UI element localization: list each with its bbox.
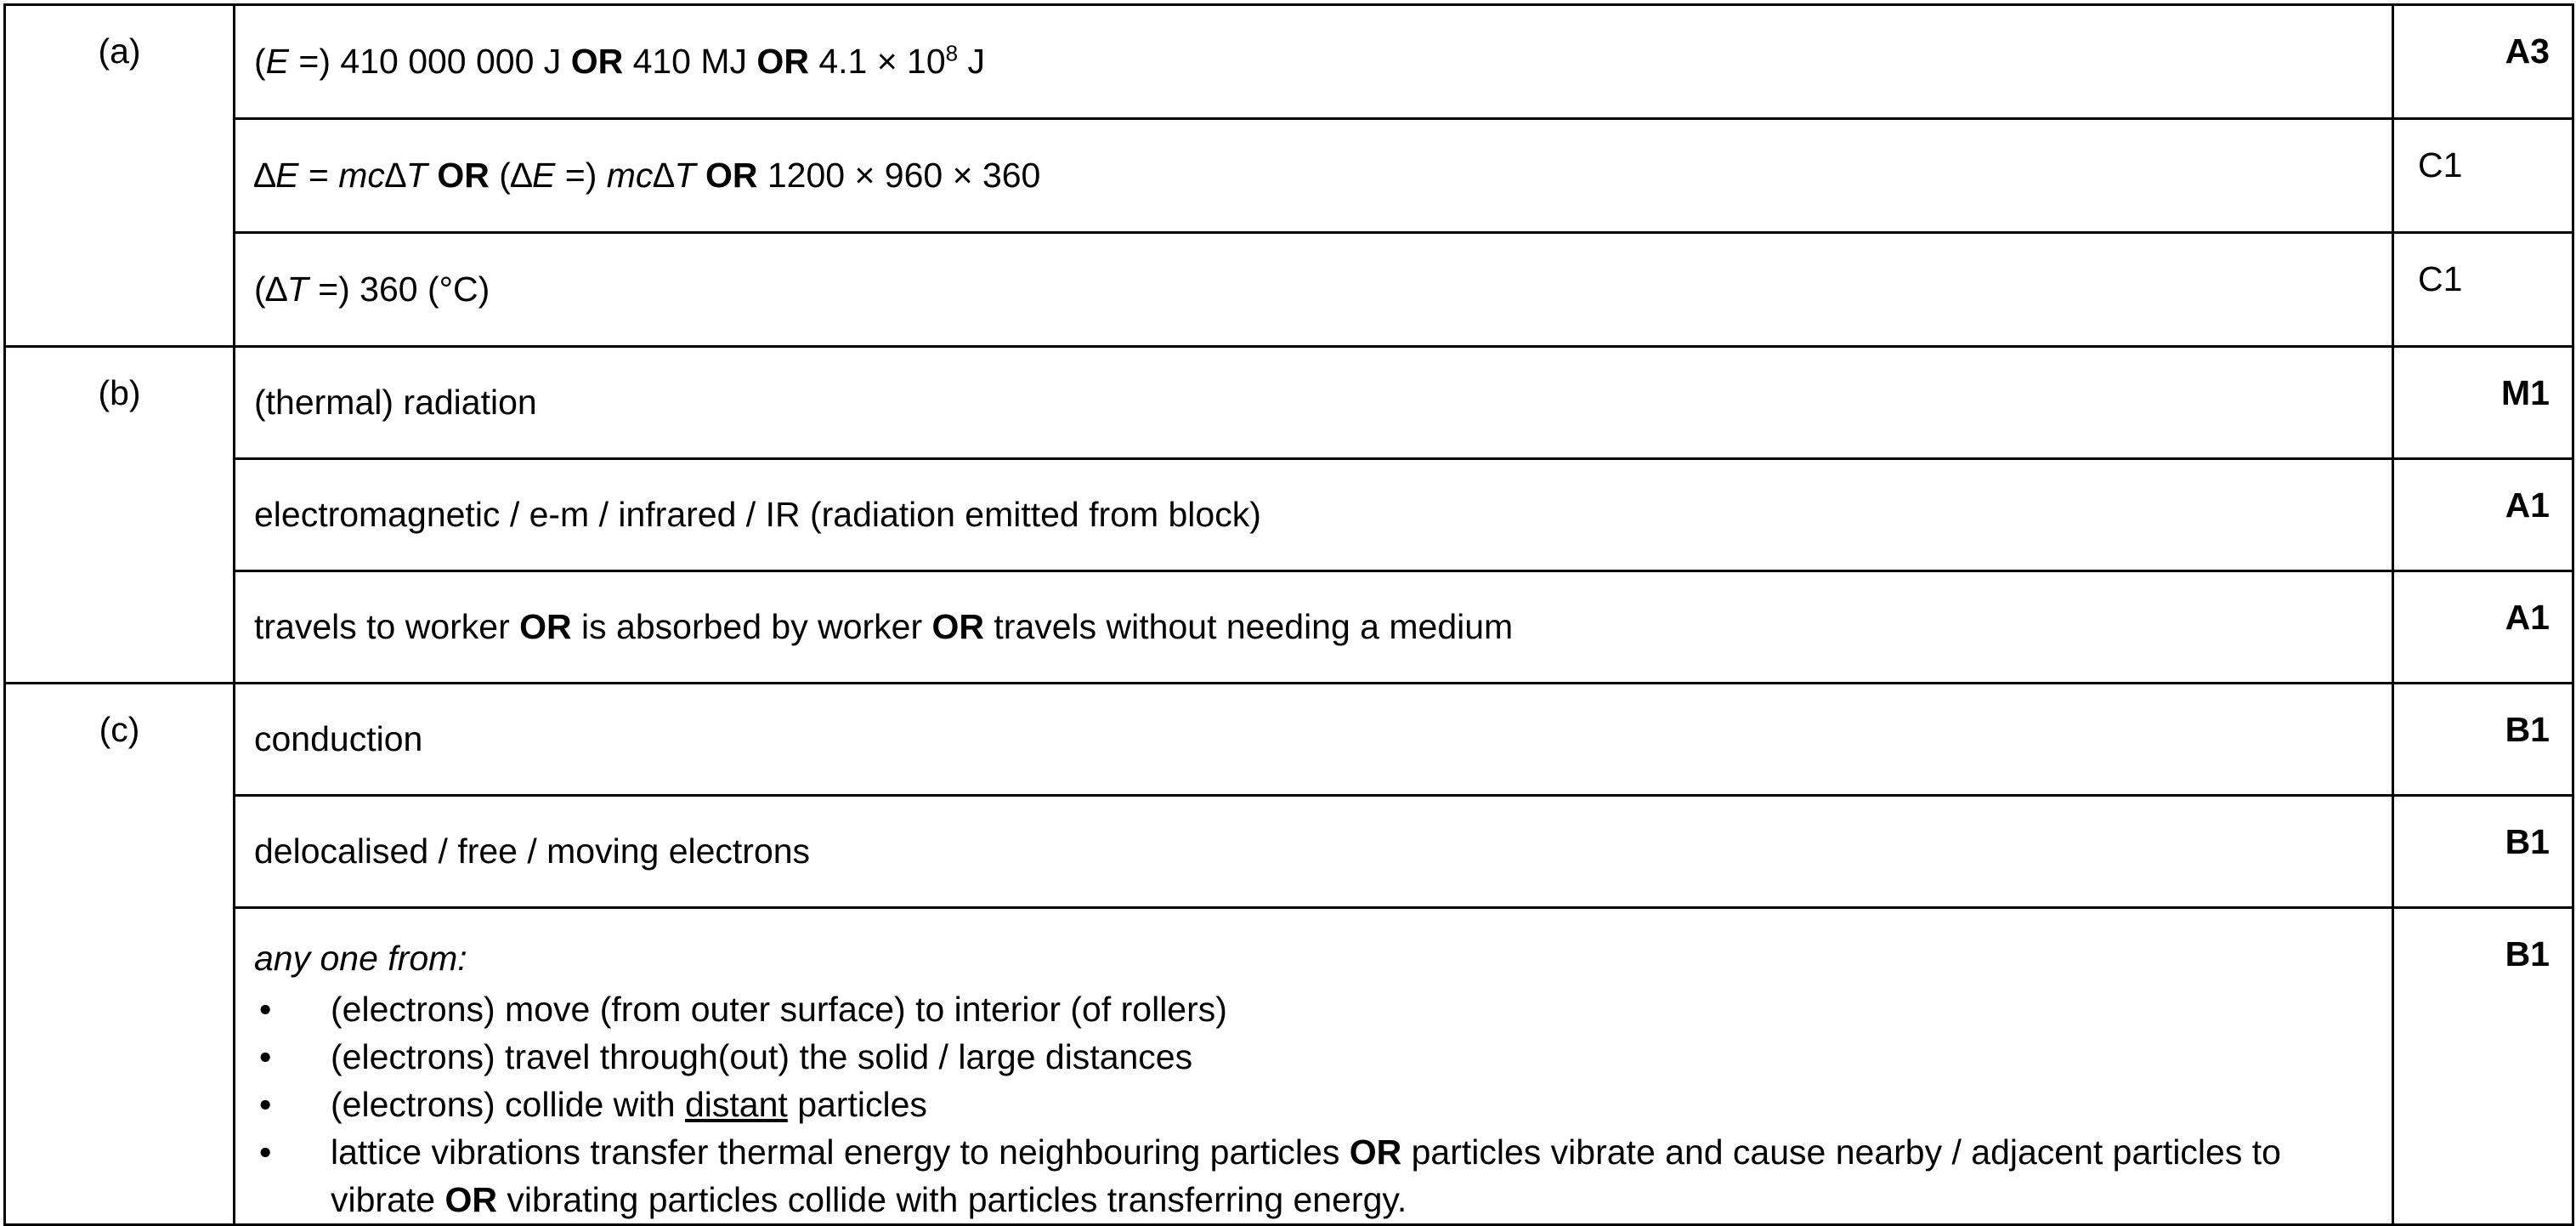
part-label-a: (a)	[5, 5, 235, 347]
mark-cell: A1	[2393, 571, 2573, 684]
table-row	[5, 684, 2573, 796]
answer-cell: electromagnetic / e-m / infrared / IR (radiation emitted from block)	[235, 459, 2393, 571]
table-row	[5, 459, 2573, 571]
mark-cell: B1	[2393, 908, 2573, 1225]
any-one-from-label: any one from:	[254, 939, 467, 978]
table-row	[5, 571, 2573, 684]
answer-cell: (∆T =) 360 (°C)	[235, 233, 2393, 347]
mark-cell: B1	[2393, 796, 2573, 908]
bullet-list	[254, 985, 2373, 1223]
mark-scheme-table	[3, 3, 2574, 1226]
table-row	[5, 796, 2573, 908]
table-row	[5, 119, 2573, 233]
table-row	[5, 347, 2573, 459]
mark-cell: A3	[2393, 5, 2573, 119]
answer-cell: (thermal) radiation	[235, 347, 2393, 459]
mark-cell: A1	[2393, 459, 2573, 571]
mark-cell: C1	[2393, 119, 2573, 233]
table-row	[5, 908, 2573, 1225]
answer-cell	[235, 908, 2393, 1225]
answer-cell: ∆E = mc∆T OR (∆E =) mc∆T OR 1200 × 960 × 360	[235, 119, 2393, 233]
answer-cell: (E =) 410 000 000 J OR 410 MJ OR $4.1 \times 10^8$ J	[235, 5, 2393, 119]
answer-cell: conduction	[235, 684, 2393, 796]
answer-cell: delocalised / free / moving electrons	[235, 796, 2393, 908]
mark-cell: C1	[2393, 233, 2573, 347]
part-label-c: (c)	[5, 684, 235, 1225]
list-item: • (electrons) travel through(out) the solid / large distances	[254, 1033, 2373, 1081]
mark-cell: M1	[2393, 347, 2573, 459]
list-item: • (electrons) move (from outer surface) to interior (of rollers)	[254, 985, 2373, 1033]
list-item: • (electrons) collide with distant particles	[254, 1081, 2373, 1128]
table-row	[5, 5, 2573, 119]
mark-cell: B1	[2393, 684, 2573, 796]
answer-cell: travels to worker OR is absorbed by worker OR travels without needing a medium	[235, 571, 2393, 684]
table-row	[5, 233, 2573, 347]
list-item: • lattice vibrations transfer thermal energy to neighbouring particles OR particles vibrate and cause nearby / adjacent particles to vibrate OR vibrating particles collide with particles transferring energy.	[254, 1128, 2373, 1223]
part-label-b: (b)	[5, 347, 235, 684]
